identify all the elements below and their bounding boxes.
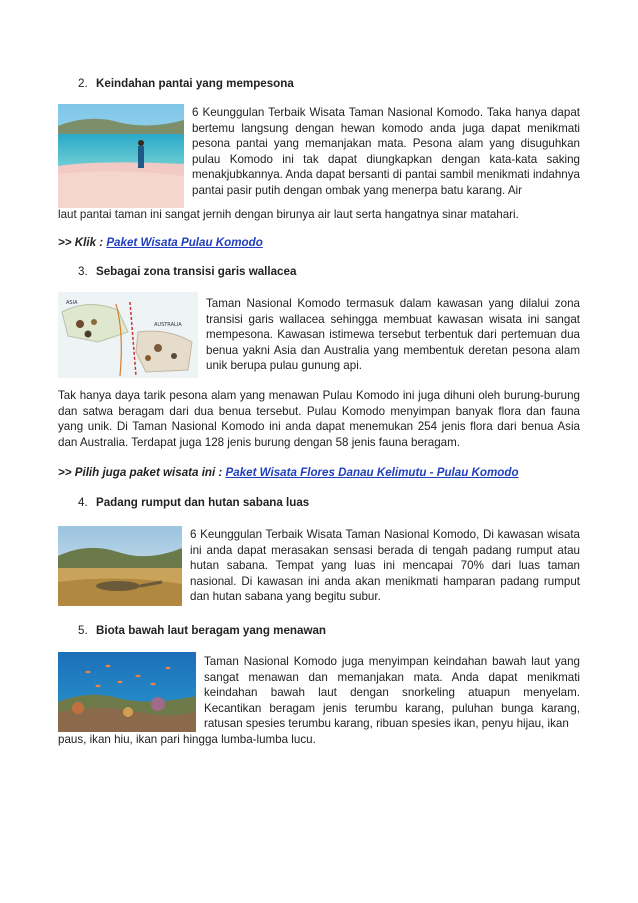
wallacea-map [58,292,198,378]
section-5-float-text: Taman Nasional Komodo juga menyimpan keindahan bawah laut yang sangat menawan dan memanjakan mata. Anda dapat menikmati keindahan bawah laut dengan snorkeling atuapun menyelam. Kecantikan beragam jenis terumbu karang, puluhan bunga karang, ratusan spesies terumbu karang, ribuan spesies ikan, penyu hijau, ikan [204,655,580,731]
section-number: 5. [78,624,88,637]
section-5-full-text: paus, ikan hiu, ikan pari hingga lumba-lumba lucu. [58,733,316,746]
section-3-float-text: Taman Nasional Komodo termasuk dalam kawasan yang dilalui zona transisi garis wallacea sehingga membuat kawasan wisata ini sangat mempesona. Kawasan istimewa tersebut terbentuk dari pertemuan dua benua yakni Asia dan Australia yang membentuk deretan pesona alam unik berupa pulau gunung api. [206,297,580,373]
section-title: Padang rumput dan hutan sabana luas [96,496,310,509]
map-label-asia: ASIA [66,300,78,306]
section-3-full-text: Tak hanya daya tarik pesona alam yang menawan Pulau Komodo ini juga dihuni oleh burung-burung dan satwa beragam dari dua benua tersebut. Pulau Komodo menyimpan banyak flora dan fauna yang unik. Di Taman Nasional Komodo ini anda dapat menemukan 254 jenis flora dari benua Asia dan Australia. Terdapat juga 128 jenis burung dengan 58 jenis fauna beragam. [58,389,580,449]
savanna-photo [58,526,182,606]
savanna-image [58,526,182,606]
section-2-float-text: 6 Keunggulan Terbaik Wisata Taman Nasional Komodo. Taka hanya dapat bertemu langsung dengan hewan komodo anda juga dapat menikmati pesona pantai yang memanjakan mata. Pesona alam yang disuguhkan pulau Komodo ini tak dapat diungkapkan dengan kata-kata saking menakjubkannya. Anda dapat bersanti di pantai sambil menikmati indahnya pantai pasir putih dengan ombak yang menerpa batu karang. Air [192,106,580,197]
section-4-float-text: 6 Keunggulan Terbaik Wisata Taman Nasional Komodo, Di kawasan wisata ini anda dapat merasakan sensasi berada di tengah padang rumput atau hutan sabana. Tempat yang luas ini mencapai 70% dari luas taman nasional. Di kawasan ini anda akan menikmati hamparan padang rumput dan hutan sabana yang begitu subur. [190,528,580,604]
wallacea-map-image [58,292,198,378]
section-heading-5 [78,624,326,637]
section-2-full-text: laut pantai taman ini sangat jernih dengan birunya air laut serta hangatnya sinar matahari. [58,208,519,221]
link-line-1 [58,236,263,249]
section-title: Sebagai zona transisi garis wallacea [96,265,297,278]
section-title: Keindahan pantai yang mempesona [96,77,294,90]
underwater-image [58,652,196,732]
section-title: Biota bawah laut beragam yang menawan [96,624,327,637]
map-label-australia: AUSTRALIA [154,322,182,328]
section-heading-4 [78,496,309,509]
beach-image [58,104,184,208]
section-heading-2 [78,77,294,90]
section-number: 3. [78,265,88,278]
underwater-photo [58,652,196,732]
link-paket-pulau-komodo[interactable]: Paket Wisata Pulau Komodo [106,236,263,249]
section-heading-3 [78,265,296,278]
section-number: 2. [78,77,88,90]
link-prefix: >> Klik : [58,236,107,249]
link-prefix: >> Pilih juga paket wisata ini : [58,466,226,479]
link-paket-flores-kelimutu[interactable]: Paket Wisata Flores Danau Kelimutu - Pulau Komodo [225,466,519,479]
beach-photo [58,104,184,208]
section-number: 4. [78,496,88,509]
link-line-2 [58,466,519,479]
